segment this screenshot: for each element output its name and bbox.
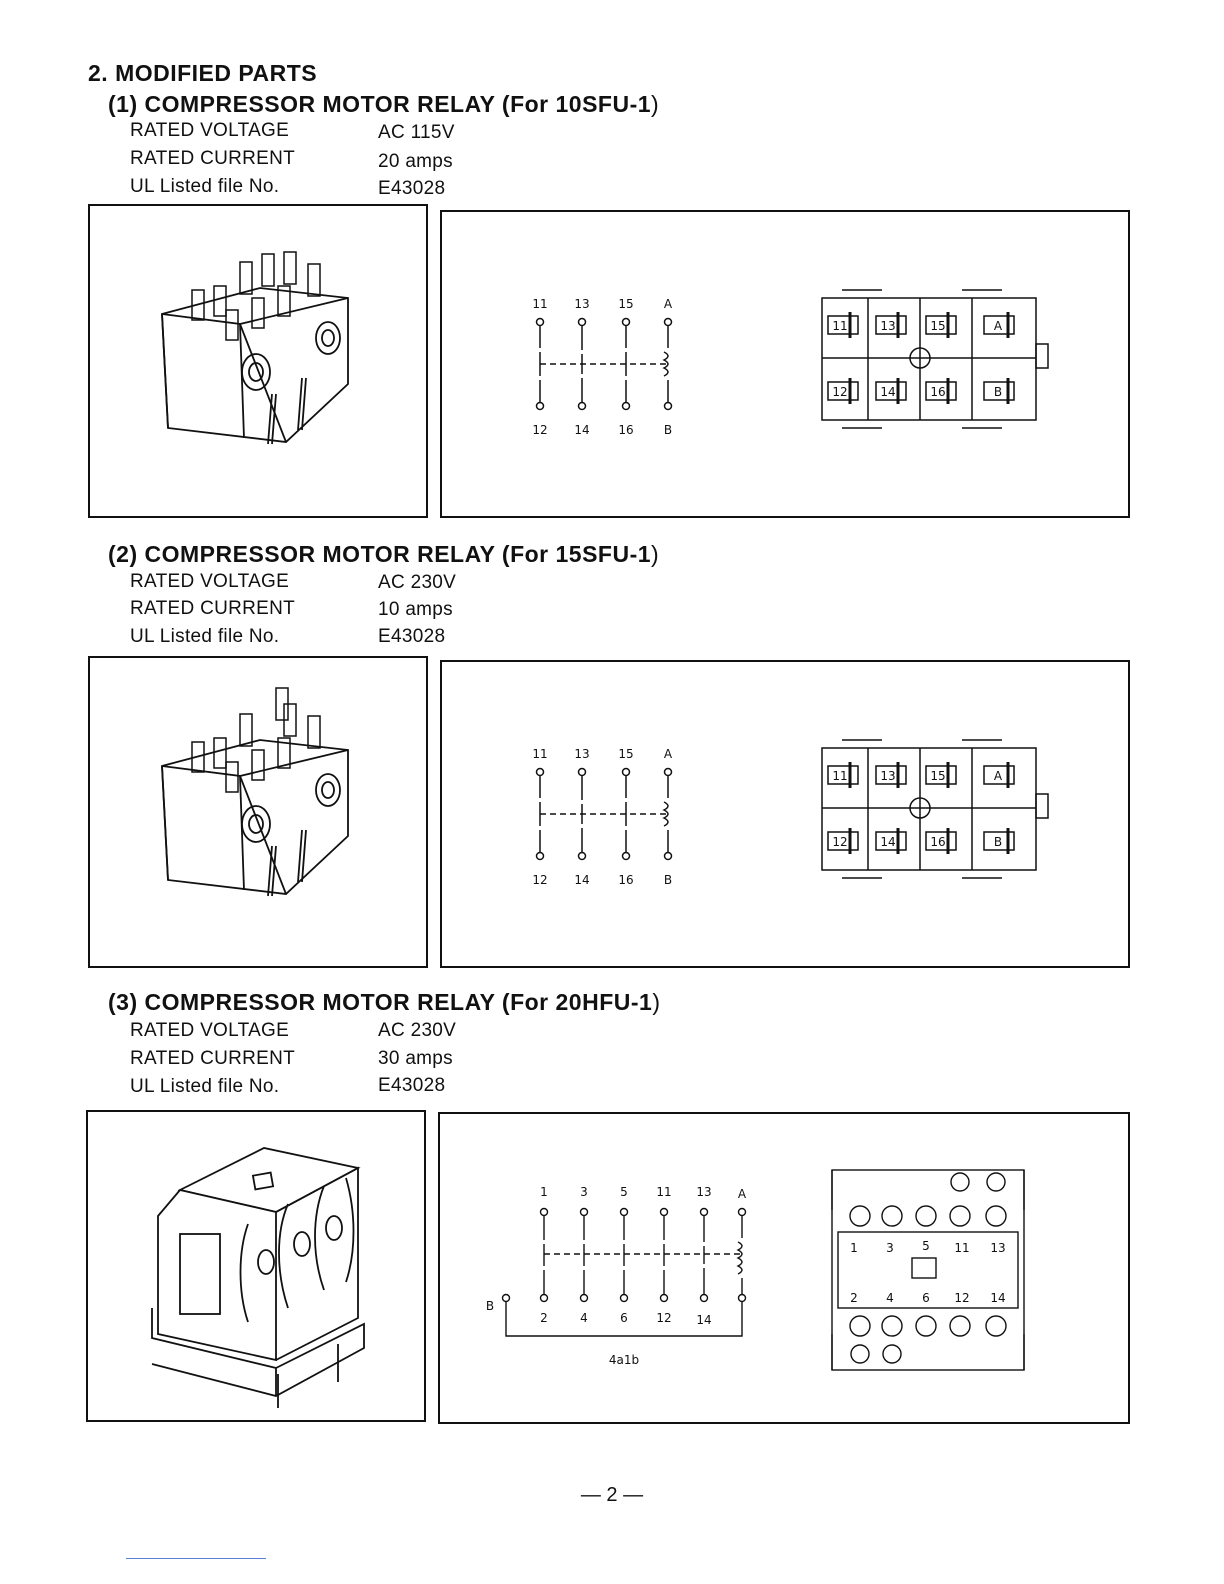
page-number: — 2 — xyxy=(580,1484,644,1506)
terminal-view-label: 13 xyxy=(990,1241,1006,1255)
page-heading: 2. MODIFIED PARTS xyxy=(88,60,318,86)
terminal-view-label: 12 xyxy=(954,1291,970,1305)
section-2-ul-value: E43028 xyxy=(378,626,446,647)
schematic-terminal-label: 1 xyxy=(540,1185,548,1199)
terminal-view-label: 13 xyxy=(880,319,896,333)
terminal-view-label: B xyxy=(993,385,1003,399)
terminal-view-label: 11 xyxy=(832,319,848,333)
section-2-title: (2) COMPRESSOR MOTOR RELAY (For 15SFU-1) xyxy=(108,541,660,567)
schematic-terminal-label: 14 xyxy=(696,1313,712,1327)
schematic-terminal-label: 5 xyxy=(620,1185,628,1199)
footer-rule xyxy=(126,1558,266,1559)
terminal-view-label: 16 xyxy=(930,385,946,399)
section-2-current-label: RATED CURRENT xyxy=(130,598,296,619)
terminal-view-label: 11 xyxy=(954,1241,970,1255)
terminal-view-label: A xyxy=(993,769,1003,783)
terminal-view-label: 13 xyxy=(880,769,896,783)
section-1-current-value: 20 amps xyxy=(378,151,453,172)
terminal-view-label: 3 xyxy=(886,1241,894,1255)
section-3-title: (3) COMPRESSOR MOTOR RELAY (For 20HFU-1) xyxy=(108,989,661,1015)
terminal-view-label: A xyxy=(993,319,1003,333)
schematic-terminal-label: 6 xyxy=(620,1311,628,1325)
section-1-ul-label: UL Listed file No. xyxy=(130,176,280,197)
schematic-terminal-label: 12 xyxy=(532,873,548,887)
section-3-current-value: 30 amps xyxy=(378,1048,453,1069)
schematic-terminal-label: 13 xyxy=(574,747,590,761)
schematic-terminal-label: 14 xyxy=(574,423,590,437)
schematic-terminal-label: 4 xyxy=(580,1311,588,1325)
terminal-view-label: 15 xyxy=(930,769,946,783)
schematic-terminal-label: 11 xyxy=(656,1185,672,1199)
section-3-wiring-panel xyxy=(438,1112,1130,1424)
section-3-voltage-value: AC 230V xyxy=(378,1020,457,1041)
section-2-voltage-value: AC 230V xyxy=(378,572,457,593)
section-2-wiring-panel xyxy=(440,660,1130,968)
section-2-voltage-label: RATED VOLTAGE xyxy=(130,571,290,592)
section-2-ul-label: UL Listed file No. xyxy=(130,626,280,647)
schematic-terminal-label: A xyxy=(663,297,673,311)
section-1-voltage-value: AC 115V xyxy=(378,122,455,143)
schematic-terminal-label: 2 xyxy=(540,1311,548,1325)
terminal-view-label: 6 xyxy=(922,1291,930,1305)
schematic-terminal-label: 13 xyxy=(574,297,590,311)
terminal-view-label: 2 xyxy=(850,1291,858,1305)
section-1-title: (1) COMPRESSOR MOTOR RELAY (For 10SFU-1) xyxy=(108,91,660,117)
schematic-terminal-label: 14 xyxy=(574,873,590,887)
terminal-view-label: B xyxy=(993,835,1003,849)
schematic-terminal-label: 11 xyxy=(532,747,548,761)
schematic-terminal-label: 15 xyxy=(618,747,634,761)
section-1-wiring-panel xyxy=(440,210,1130,518)
terminal-view-label: 1 xyxy=(850,1241,858,1255)
schematic-terminal-label: 16 xyxy=(618,873,634,887)
section-1-voltage-label: RATED VOLTAGE xyxy=(130,120,290,141)
terminal-view-label: 12 xyxy=(832,835,848,849)
terminal-view-label: 15 xyxy=(930,319,946,333)
schematic-terminal-label: 11 xyxy=(532,297,548,311)
schematic-terminal-label: 15 xyxy=(618,297,634,311)
terminal-view-label: 4 xyxy=(886,1291,894,1305)
schematic-coil-label-b: B xyxy=(485,1299,495,1313)
schematic-terminal-label: 3 xyxy=(580,1185,588,1199)
section-2-relay-illustration xyxy=(88,656,428,968)
schematic-terminal-label: A xyxy=(663,747,673,761)
section-1-ul-value: E43028 xyxy=(378,178,446,199)
schematic-terminal-label: B xyxy=(663,873,673,887)
terminal-view-label: 14 xyxy=(880,835,896,849)
section-3-ul-value: E43028 xyxy=(378,1075,446,1096)
schematic-terminal-label: 12 xyxy=(656,1311,672,1325)
terminal-view-label: 11 xyxy=(832,769,848,783)
schematic-terminal-label: A xyxy=(737,1187,747,1201)
schematic-contact-note: 4a1b xyxy=(608,1353,640,1367)
section-3-ul-label: UL Listed file No. xyxy=(130,1076,280,1097)
schematic-terminal-label: 13 xyxy=(696,1185,712,1199)
schematic-terminal-label: 16 xyxy=(618,423,634,437)
schematic-terminal-label: 12 xyxy=(532,423,548,437)
terminal-view-label: 16 xyxy=(930,835,946,849)
terminal-view-label: 5 xyxy=(922,1239,930,1253)
section-2-current-value: 10 amps xyxy=(378,599,453,620)
terminal-view-label: 14 xyxy=(880,385,896,399)
section-3-voltage-label: RATED VOLTAGE xyxy=(130,1020,290,1041)
section-1-current-label: RATED CURRENT xyxy=(130,148,296,169)
section-3-contactor-illustration xyxy=(86,1110,426,1422)
section-1-relay-illustration xyxy=(88,204,428,518)
schematic-terminal-label: B xyxy=(663,423,673,437)
terminal-view-label: 14 xyxy=(990,1291,1006,1305)
section-3-current-label: RATED CURRENT xyxy=(130,1048,296,1069)
terminal-view-label: 12 xyxy=(832,385,848,399)
